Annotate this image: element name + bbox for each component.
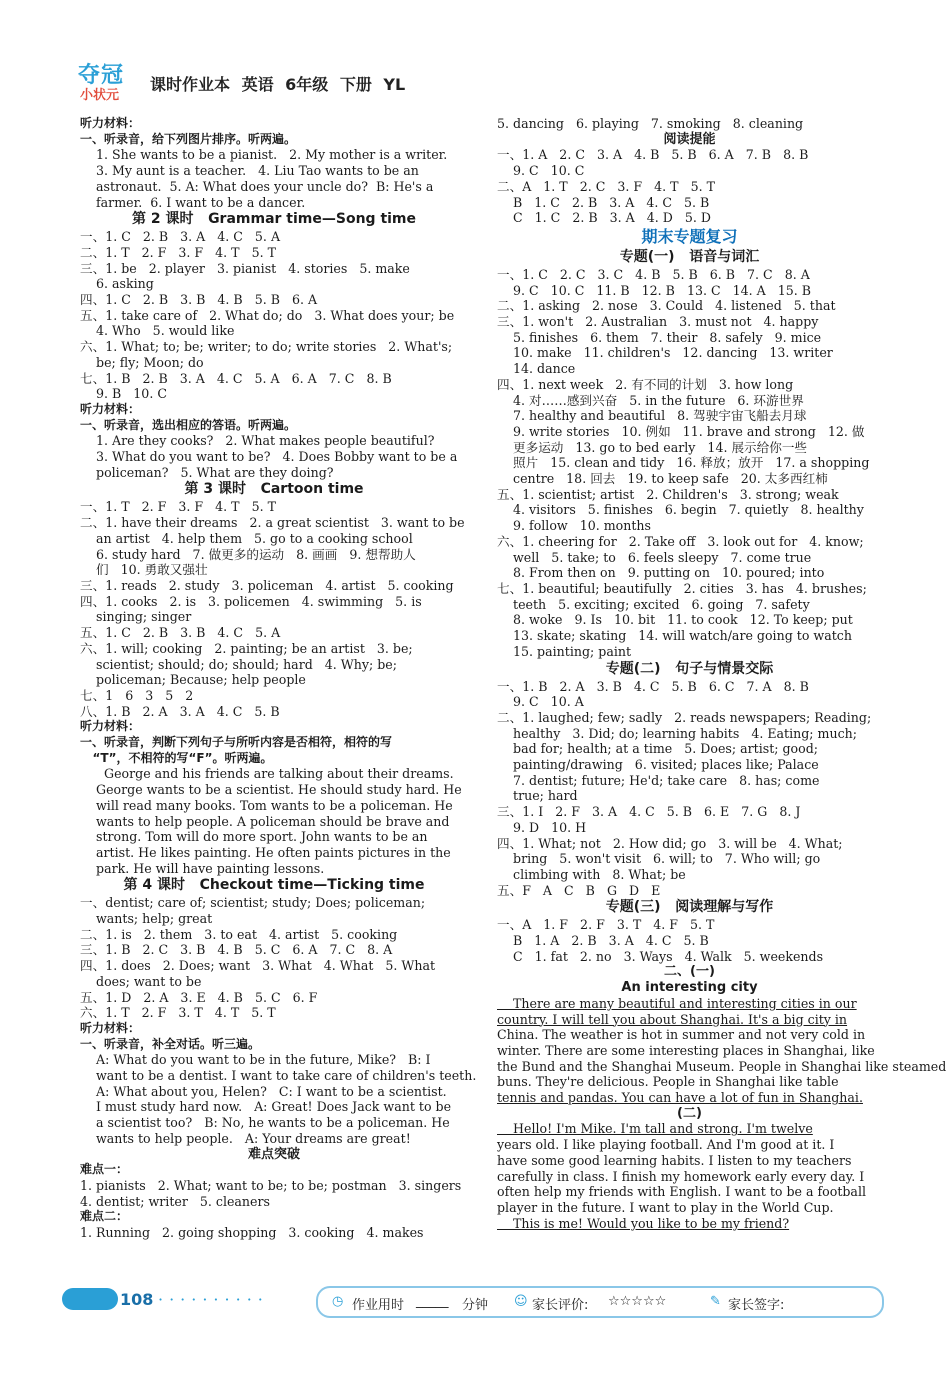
dots-divider: ·········· (158, 1290, 269, 1309)
answer-line: 三、1. won't 2. Australian 3. must not 4. happy (497, 314, 819, 330)
time-label: 作业用时 (352, 1298, 405, 1313)
answer-line: C 1. fat 2. no 3. Ways 4. Walk 5. weekends (497, 948, 824, 964)
answer-line: scientist; should; do; should; hard 4. Why; be; (80, 656, 397, 672)
answer-line: I must study hard now. A: Great! Does Jack want to be (80, 1099, 452, 1115)
answer-line: will read many books. Tom wants to be a policeman. He (80, 797, 453, 813)
answer-line: George and his friends are talking about their dreams. (80, 766, 454, 782)
answer-line: country. I will tell you about Shanghai. It's a big city in (497, 1011, 848, 1027)
answer-line: There are many beautiful and interesting cities in our (497, 995, 857, 1011)
answer-line: 更多运动 13. go to bed early 14. 展示给你一些 (497, 439, 808, 455)
answer-line: 七、1 6 3 5 2 (80, 687, 194, 703)
answer-line: C 1. C 2. B 3. A 4. D 5. D (497, 210, 711, 226)
answer-line: 六、1. cheering for 2. Take off 3. look out for 4. know; (497, 533, 864, 549)
left-column (80, 116, 477, 1241)
answer-line: 四、1. next week 2. 有不同的计划 3. how long (497, 376, 794, 392)
answer-line: 难点一： (80, 1162, 129, 1177)
parent-eval-label: 家长评价: (532, 1298, 589, 1313)
answer-line: 4. 对……感到兴奋 5. in the future 6. 环游世界 (497, 392, 804, 408)
answer-line: 第 2 课时 Grammar time—Song time (131, 211, 417, 228)
answer-line: A: What about you, Helen? C: I want to be a scientist. (80, 1083, 447, 1099)
answer-line: 9. follow 10. months (497, 518, 652, 534)
answer-line: “T”，不相符的写“F”。听两遍。 (80, 750, 273, 765)
answer-line: 六、1. will; cooking 2. painting; be an artist 3. be; (80, 640, 413, 656)
answer-line: want to be a dentist. I want to take care of children's teeth. (80, 1068, 477, 1084)
answer-line: 听力材料： (80, 719, 141, 734)
answer-line: 三、1. reads 2. study 3. policeman 4. artist 5. cooking (80, 577, 454, 593)
answer-line: 5. finishes 6. them 7. their 8. safely 9. mice (497, 329, 822, 345)
answer-line: 7. healthy and beautiful 8. 驾驶宇宙飞船去月球 (497, 408, 807, 424)
answer-line: An interesting city (621, 980, 758, 996)
answer-line: 难点二： (80, 1209, 129, 1224)
answer-line: 五、1. D 2. A 3. E 4. B 5. C 6. F (80, 989, 318, 1005)
page-footer (62, 1286, 882, 1316)
answer-line: 8. From then on 9. putting on 10. poured; into (497, 565, 825, 581)
answer-line: 们 10. 勇敢又强壮 (80, 562, 208, 578)
time-unit: 分钟 (462, 1298, 489, 1313)
answer-line: a scientist too? B: No, he wants to be a policeman. He (80, 1115, 450, 1131)
answer-line: B 1. C 2. B 3. A 4. C 5. B (497, 194, 710, 210)
answer-line: often help my friends with English. I want to be a football (497, 1184, 867, 1200)
answer-line: well 5. take; to 6. feels sleepy 7. come true (497, 549, 812, 565)
right-column (497, 116, 946, 1231)
answer-line: artist. He likes painting. He often paints pictures in the (80, 844, 451, 860)
answer-line: 七、1. B 2. B 3. A 4. C 5. A 6. A 7. C 8. B (80, 370, 392, 386)
parent-sign-label: 家长签字: (728, 1298, 785, 1313)
answer-line: 七、1. beautiful; beautifully 2. cities 3. has 4. brushes; (497, 580, 867, 596)
answer-line: 1. pianists 2. What; want to be; to be; postman 3. singers (80, 1178, 462, 1193)
answer-line: 一、1. A 2. C 3. A 4. B 5. B 6. A 7. B 8. B (497, 147, 809, 163)
answer-line: 照片 15. clean and tidy 16. 释放；放开 17. a shopping (497, 455, 870, 471)
answer-line: (二) (677, 1105, 702, 1121)
answer-line: 三、1. B 2. C 3. B 4. B 5. C 6. A 7. C 8. A (80, 942, 393, 958)
answer-line: tennis and pandas. You can have a lot of fun in Shanghai. (497, 1090, 863, 1106)
answer-line: 9. B 10. C (80, 386, 167, 402)
answer-line: astronaut. 5. A: What does your uncle do? B: He's a (80, 178, 434, 194)
answer-line: carefully in class. I finish my homework early every day. I (497, 1168, 865, 1184)
answer-line: 四、1. C 2. B 3. B 4. B 5. B 6. A (80, 292, 318, 308)
answer-line: 14. dance (497, 361, 576, 377)
answer-line: 听力材料： (80, 401, 141, 416)
answer-line: 专题(一) 语音与词汇 (619, 248, 760, 265)
answer-line: winter. There are some interesting places in Shanghai, like (497, 1042, 875, 1058)
answer-line: 六、1. T 2. F 3. T 4. T 5. T (80, 1005, 276, 1021)
book-title: 课时作业本 英语 6年级 下册 YL (150, 75, 406, 94)
answer-line: an artist 4. help them 5. go to a cooking school (80, 530, 413, 546)
answer-line: 15. painting; paint (497, 643, 632, 659)
answer-line: 听力材料： (80, 116, 141, 130)
answer-line: 一、1. B 2. A 3. B 4. C 5. B 6. C 7. A 8. B (497, 678, 809, 694)
answer-line: 5. dancing 6. playing 7. smoking 8. cleaning (497, 116, 804, 131)
answer-line: 五、1. take care of 2. What do; do 3. What does your; be (80, 307, 455, 323)
answer-line: 专题(二) 句子与情景交际 (605, 660, 774, 677)
answer-line: 一、A 1. F 2. F 3. T 4. F 5. T (497, 917, 715, 933)
answer-line: 二、1. is 2. them 3. to eat 4. artist 5. cooking (80, 926, 398, 942)
answer-line: centre 18. 回去 19. to keep safe 20. 太多西红柿 (497, 471, 828, 487)
answer-line: 6. study hard 7. 做更多的运动 8. 画画 9. 想帮助人 (80, 546, 416, 562)
logo-title: 夺冠 (78, 63, 125, 88)
answer-line: painting/drawing 6. visited; places like; Palace (497, 757, 819, 773)
answer-line: 二、1. T 2. F 3. F 4. T 5. T (80, 244, 276, 260)
answer-line: 一、dentist; care of; scientist; study; Does; policeman; (80, 895, 426, 911)
answer-line: 7. dentist; future; He'd; take care 8. has; come (497, 772, 820, 788)
answer-line: 一、听录音，判断下列句子与所听内容是否相符，相符的写 (80, 735, 393, 750)
answer-line: 一、听录音，选出相应的答语。听两遍。 (80, 417, 297, 432)
answer-line: 一、1. T 2. F 3. F 4. T 5. T (80, 499, 276, 515)
answer-line: 9. write stories 10. 例如 11. brave and strong 12. 做 (497, 423, 865, 439)
answer-line: This is me! Would you like to be my friend? (497, 1215, 790, 1231)
clock-icon: ◷ (332, 1294, 344, 1309)
answer-line: Hello! I'm Mike. I'm tall and strong. I'm twelve (497, 1121, 813, 1137)
answer-line: 二、1. laughed; few; sadly 2. reads newspapers; Reading; (497, 709, 872, 725)
answer-line: 9. C 10. C (497, 163, 585, 179)
answer-line: policeman? 5. What are they doing? (80, 464, 334, 480)
answer-line: 3. My aunt is a teacher. 4. Liu Tao wants to be an (80, 163, 419, 179)
answer-line: does; want to be (80, 973, 202, 989)
page-header (78, 58, 858, 104)
answer-line: 专题(三) 阅读理解与写作 (605, 899, 774, 916)
answer-line: singing; singer (80, 609, 192, 625)
answer-line: buns. They're delicious. People in Shanghai like table (497, 1074, 839, 1090)
answer-line: 三、1. I 2. F 3. A 4. C 5. B 6. E 7. G 8. J (497, 804, 801, 820)
answer-line: 二、1. asking 2. nose 3. Could 4. listened 5. that (497, 298, 836, 314)
answer-line: years old. I like playing football. And I'm good at it. I (497, 1137, 835, 1153)
parent-icon: ☺ (514, 1294, 528, 1309)
answer-line: 期末专题复习 (641, 226, 738, 246)
answer-line: 13. skate; skating 14. will watch/are going to watch (497, 628, 852, 644)
answer-line: 6. asking (80, 276, 154, 292)
answer-line: 六、1. What; to; be; writer; to do; write stories 2. What's; (80, 339, 453, 355)
answer-line: 10. make 11. children's 12. dancing 13. writer (497, 345, 833, 361)
answer-line: 第 4 课时 Checkout time—Ticking time (123, 877, 425, 894)
answer-line: 一、听录音，给下列图片排序。听两遍。 (80, 131, 297, 146)
answer-line: 9. C 10. C 11. B 12. B 13. C 14. A 15. B (497, 282, 812, 298)
answer-line: 八、1. B 2. A 3. A 4. C 5. B (80, 703, 280, 719)
answer-line: policeman; Because; help people (80, 672, 306, 688)
logo-subtitle: 小状元 (80, 88, 120, 103)
answer-line: 一、听录音，补全对话。听三遍。 (80, 1036, 261, 1051)
answer-line: bring 5. won't visit 6. will; to 7. Who will; go (497, 851, 821, 867)
answer-line: A: What do you want to be in the future, Mike? B: I (80, 1052, 431, 1068)
answer-line: 4. Who 5. would like (80, 323, 235, 339)
answer-line: 二、(一) (664, 964, 715, 980)
answer-line: 二、1. have their dreams 2. a great scientist 3. want to be (80, 515, 465, 531)
answer-line: wants to help people. A policeman should be brave and (80, 813, 450, 829)
answer-line: climbing with 8. What; be (497, 866, 686, 882)
answer-line: 二、A 1. T 2. C 3. F 4. T 5. T (497, 178, 715, 194)
answer-line: 1. Running 2. going shopping 3. cooking 4. makes (80, 1225, 424, 1241)
page-number: 108 (120, 1290, 154, 1309)
footer-record-box (316, 1286, 884, 1318)
answer-line: 阅读提能 (663, 131, 716, 147)
answer-line: strong. Tom will do more sport. John wants to be an (80, 829, 428, 845)
answer-line: China. The weather is hot in summer and not very cold in (497, 1027, 866, 1043)
answer-line: 三、1. be 2. player 3. pianist 4. stories 5. make (80, 260, 410, 276)
answer-line: 3. What do you want to be? 4. Does Bobby want to be a (80, 449, 458, 465)
answer-line: B 1. A 2. B 3. A 4. C 5. B (497, 933, 709, 949)
answer-line: 9. D 10. H (497, 819, 587, 835)
answer-line: 四、1. What; not 2. How did; go 3. will be 4. What; (497, 835, 843, 851)
time-blank[interactable]: _____ (416, 1294, 449, 1309)
answer-line: 五、1. scientist; artist 2. Children's 3. strong; weak (497, 486, 839, 502)
answer-line: 听力材料： (80, 1020, 141, 1035)
answer-line: 4. visitors 5. finishes 6. begin 7. quietly 8. healthy (497, 502, 864, 518)
answer-line: 五、1. C 2. B 3. B 4. C 5. A (80, 625, 281, 641)
answer-line: George wants to be a scientist. He should study hard. He (80, 782, 462, 798)
answer-line: wants to help people. A: Your dreams are great! (80, 1130, 411, 1146)
answer-line: bad for; health; at a time 5. Does; artist; good; (497, 741, 819, 757)
answer-line: wants; help; great (80, 911, 213, 927)
answer-line: 四、1. cooks 2. is 3. policemen 4. swimming 5. is (80, 593, 422, 609)
answer-line: 9. C 10. A (497, 694, 584, 710)
answer-line: 四、1. does 2. Does; want 3. What 4. What 5. What (80, 958, 436, 974)
book-icon (62, 1288, 118, 1310)
answer-line: have some good learning habits. I listen to my teachers (497, 1152, 852, 1168)
answer-line: 4. dentist; writer 5. cleaners (80, 1193, 270, 1209)
answer-line: park. He will have painting lessons. (80, 860, 325, 876)
pen-icon: ✎ (710, 1294, 721, 1309)
answer-line: 难点突破 (247, 1146, 300, 1162)
answer-line: the Bund and the Shanghai Museum. People in Shanghai like steamed (497, 1058, 946, 1074)
answer-line: 8. woke 9. Is 10. bit 11. to cook 12. To keep; put (497, 612, 853, 628)
answer-line: 第 3 课时 Cartoon time (184, 481, 364, 498)
answer-line: healthy 3. Did; do; learning habits 4. Eating; much; (497, 725, 858, 741)
answer-line: 1. She wants to be a pianist. 2. My mother is a writer. (80, 147, 448, 163)
answer-line: 1. Are they cooks? 2. What makes people beautiful? (80, 433, 435, 449)
answer-line: teeth 5. exciting; excited 6. going 7. safety (497, 596, 810, 612)
answer-line: farmer. 6. I want to be a dancer. (80, 194, 306, 210)
answer-line: true; hard (497, 788, 578, 804)
answer-line: 五、F A C B G D E (497, 882, 661, 898)
answer-line: 一、1. C 2. C 3. C 4. B 5. B 6. B 7. C 8. A (497, 266, 810, 282)
answer-line: be; fly; Moon; do (80, 354, 204, 370)
rating-stars[interactable]: ☆☆☆☆☆ (608, 1294, 667, 1309)
answer-line: player in the future. I want to play in the World Cup. (497, 1200, 834, 1215)
answer-line: 一、1. C 2. B 3. A 4. C 5. A (80, 229, 281, 245)
